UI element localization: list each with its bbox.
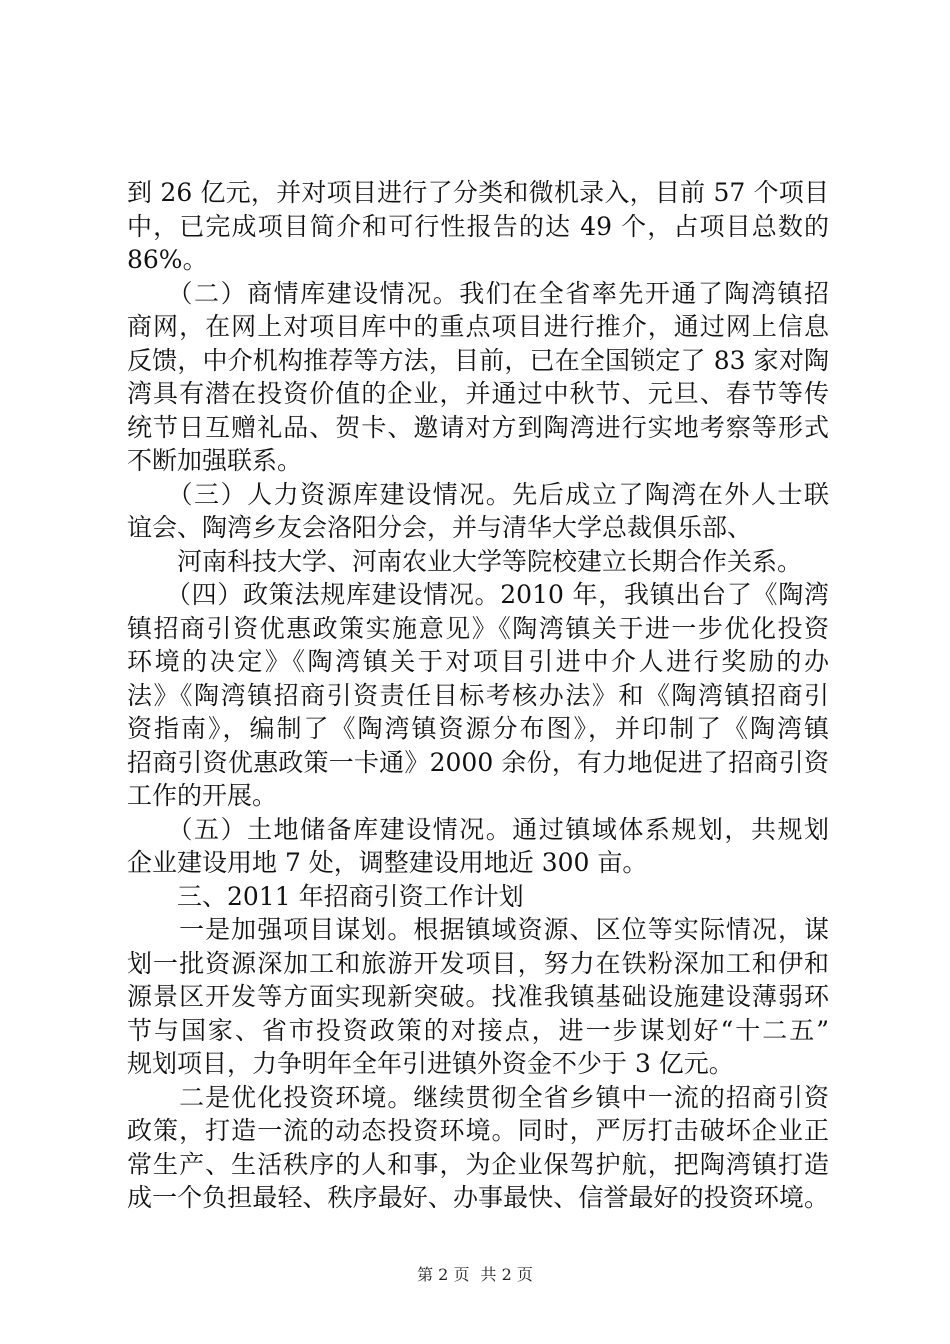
text-line: 成一个负担最轻、秩序最好、办事最快、信誉最好的投资环境。 bbox=[127, 1183, 829, 1212]
document-body bbox=[127, 176, 829, 1215]
text-line: 三、2011 年招商引资工作计划 bbox=[127, 881, 524, 911]
text-line: （五）土地储备库建设情况。通过镇域体系规划，共规划 bbox=[127, 814, 829, 844]
text-line: 商网，在网上对项目库中的重点项目进行推介，通过网上信息 bbox=[127, 312, 829, 341]
page-total: 共 2 页 bbox=[480, 1265, 533, 1284]
text-line: 规划项目，力争明年全年引进镇外资金不少于 3 亿元。 bbox=[127, 1049, 734, 1078]
text-line: 统节日互赠礼品、贺卡、邀请对方到陶湾进行实地考察等形式 bbox=[127, 412, 829, 442]
text-line: 86%。 bbox=[127, 245, 208, 274]
text-line: 镇招商引资优惠政策实施意见》《陶湾镇关于进一步优化投资 bbox=[127, 613, 829, 643]
page-number: 第 2 页 bbox=[417, 1265, 470, 1284]
text-line: 资指南》，编制了《陶湾镇资源分布图》，并印制了《陶湾镇 bbox=[127, 714, 829, 743]
text-line: 不断加强联系。 bbox=[127, 446, 303, 475]
text-line: 企业建设用地 7 处，调整建设用地近 300 亩。 bbox=[127, 848, 648, 877]
page-footer bbox=[0, 1265, 950, 1285]
text-line: 法》《陶湾镇招商引资责任目标考核办法》和《陶湾镇招商引 bbox=[127, 680, 829, 710]
text-line: 政策，打造一流的动态投资环境。同时，严厉打击破坏企业正 bbox=[127, 1116, 829, 1145]
text-line: 常生产、生活秩序的人和事，为企业保驾护航，把陶湾镇打造 bbox=[127, 1149, 829, 1179]
text-line: 谊会、陶湾乡友会洛阳分会，并与清华大学总裁俱乐部、 bbox=[127, 513, 753, 542]
text-line: 反馈，中介机构推荐等方法，目前，已在全国锁定了 83 家对陶 bbox=[127, 345, 829, 375]
text-line: 湾具有潜在投资价值的企业，并通过中秋节、元旦、春节等传 bbox=[127, 379, 829, 408]
text-line: 节与国家、省市投资政策的对接点，进一步谋划好“十二五” bbox=[127, 1015, 829, 1045]
text-line: 到 26 亿元，并对项目进行了分类和微机录入，目前 57 个项目 bbox=[127, 178, 829, 207]
text-line: 招商引资优惠政策一卡通》2000 余份，有力地促进了招商引资 bbox=[127, 747, 829, 777]
text-line: 二是优化投资环境。继续贯彻全省乡镇中一流的招商引资 bbox=[127, 1082, 829, 1112]
text-line: 划一批资源深加工和旅游开发项目，努力在铁粉深加工和伊和 bbox=[127, 948, 829, 978]
text-line: （四）政策法规库建设情况。2010 年，我镇出台了《陶湾 bbox=[127, 580, 829, 609]
text-line: （三）人力资源库建设情况。先后成立了陶湾在外人士联 bbox=[127, 479, 829, 509]
text-line: （二）商情库建设情况。我们在全省率先开通了陶湾镇招 bbox=[127, 278, 829, 308]
text-line: 工作的开展。 bbox=[127, 781, 278, 810]
text-line: 一是加强项目谋划。根据镇域资源、区位等实际情况，谋 bbox=[127, 915, 829, 944]
text-line: 中，已完成项目简介和可行性报告的达 49 个，占项目总数的 bbox=[127, 211, 829, 241]
text-line: 源景区开发等方面实现新突破。找准我镇基础设施建设薄弱环 bbox=[127, 982, 829, 1011]
text-line: 河南科技大学、河南农业大学等院校建立长期合作关系。 bbox=[127, 546, 803, 576]
text-line: 环境的决定》《陶湾镇关于对项目引进中介人进行奖励的办 bbox=[127, 647, 829, 676]
